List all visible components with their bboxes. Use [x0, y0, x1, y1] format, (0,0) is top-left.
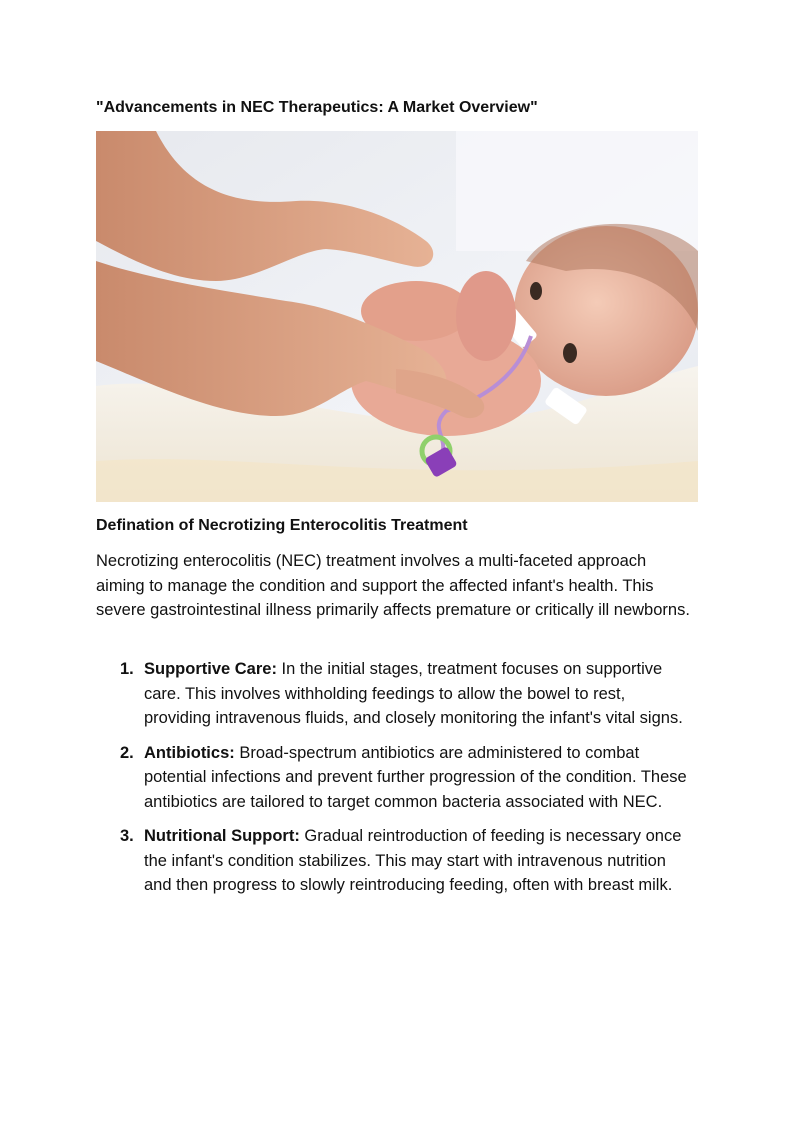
list-item — [96, 741, 696, 815]
list-item-number: 1. — [120, 660, 134, 678]
page-title: "Advancements in NEC Therapeutics: A Market Overview" — [96, 99, 538, 116]
treatment-steps-list — [96, 657, 696, 908]
list-item — [96, 824, 696, 898]
list-item-term: Supportive Care: — [144, 660, 277, 678]
intro-paragraph: Necrotizing enterocolitis (NEC) treatment involves a multi-faceted approach aiming to manage the condition and support the affected infant's health. This severe gastrointestinal illness primarily affects premature or critically ill newborns. — [96, 552, 690, 619]
list-item-term: Nutritional Support: — [144, 827, 300, 845]
list-item-text: Gradual reintroduction of feeding is necessary once the infant's condition stabilizes. This may start with intravenous nutrition and then progress to slowly reintroducing feeding, often with breast milk. — [144, 827, 682, 894]
list-item-text: Broad-spectrum antibiotics are administered to combat potential infections and prevent further progression of the condition. These antibiotics are tailored to target common bacteria associated with NEC. — [144, 743, 687, 811]
list-item-number: 3. — [120, 827, 134, 845]
list-item — [96, 657, 696, 731]
list-item-number: 2. — [120, 743, 134, 762]
list-item-term: Antibiotics: — [144, 743, 235, 762]
list-item-text: In the initial stages, treatment focuses on supportive care. This involves withholding feedings to allow the bowel to rest, providing intravenous fluids, and closely monitoring the infant's vital signs. — [144, 660, 683, 727]
newborn-photo — [96, 131, 698, 502]
section-heading: Defination of Necrotizing Enterocolitis Treatment — [96, 517, 468, 534]
